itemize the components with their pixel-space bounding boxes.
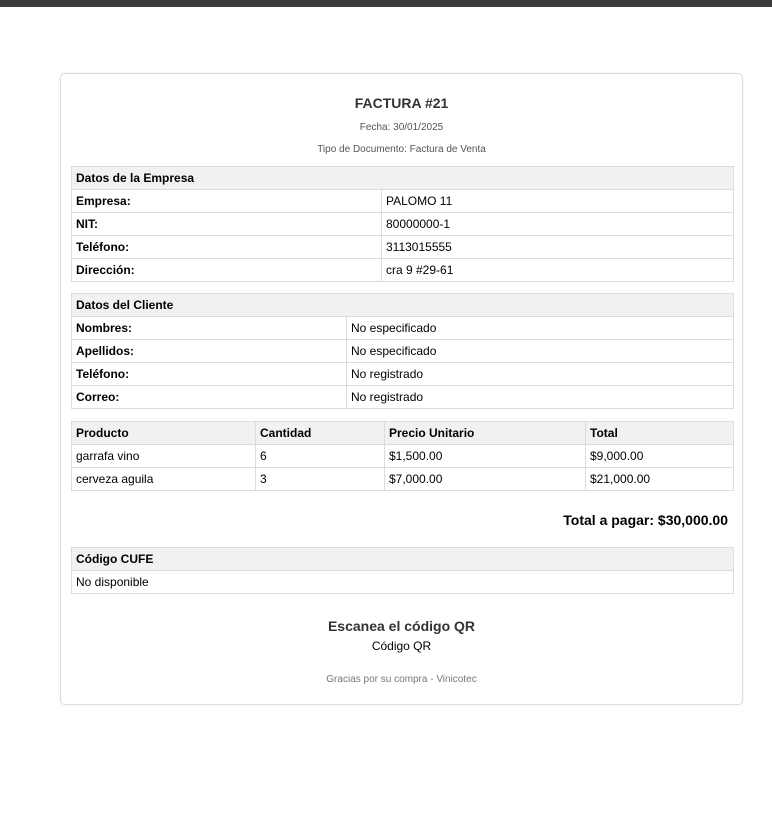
table-row <box>72 213 734 236</box>
products-table <box>71 421 734 491</box>
table-row <box>72 340 734 363</box>
table-row <box>72 445 734 468</box>
column-header-precio: Precio Unitario <box>385 422 586 445</box>
client-value: No especificado <box>347 317 734 340</box>
client-table-heading: Datos del Cliente <box>72 294 734 317</box>
table-row <box>72 259 734 282</box>
table-row <box>72 571 734 594</box>
column-header-cantidad: Cantidad <box>256 422 385 445</box>
table-row <box>72 317 734 340</box>
company-value: 80000000-1 <box>382 213 734 236</box>
product-quantity: 3 <box>256 468 385 491</box>
cufe-heading: Código CUFE <box>72 548 734 571</box>
company-value: cra 9 #29-61 <box>382 259 734 282</box>
product-unit-price: $1,500.00 <box>385 445 586 468</box>
column-header-total: Total <box>586 422 734 445</box>
product-name: cerveza aguila <box>72 468 256 491</box>
client-label: Teléfono: <box>72 363 347 386</box>
footer-text: Gracias por su compra - Vinicotec <box>326 674 477 685</box>
client-value: No especificado <box>347 340 734 363</box>
product-quantity: 6 <box>256 445 385 468</box>
company-label: Dirección: <box>72 259 382 282</box>
column-header-producto: Producto <box>72 422 256 445</box>
product-total: $9,000.00 <box>586 445 734 468</box>
product-name: garrafa vino <box>72 445 256 468</box>
product-total: $21,000.00 <box>586 468 734 491</box>
invoice-title: FACTURA #21 <box>354 95 449 111</box>
invoice-card <box>60 73 743 705</box>
company-label: NIT: <box>72 213 382 236</box>
cufe-value: No disponible <box>72 571 734 594</box>
table-row <box>72 363 734 386</box>
cufe-table <box>71 547 734 594</box>
table-row <box>72 468 734 491</box>
total-to-pay: Total a pagar: $30,000.00 <box>563 512 728 528</box>
company-table <box>71 166 734 282</box>
client-label: Apellidos: <box>72 340 347 363</box>
document-type: Tipo de Documento: Factura de Venta <box>317 144 486 155</box>
table-row <box>72 236 734 259</box>
company-value: 3113015555 <box>382 236 734 259</box>
client-value: No registrado <box>347 363 734 386</box>
table-row <box>72 190 734 213</box>
client-label: Nombres: <box>72 317 347 340</box>
browser-top-bar <box>0 0 772 7</box>
invoice-date: Fecha: 30/01/2025 <box>359 122 444 133</box>
qr-title: Escanea el código QR <box>327 618 476 634</box>
client-label: Correo: <box>72 386 347 409</box>
qr-code-placeholder: Código QR <box>371 639 432 653</box>
table-row <box>72 386 734 409</box>
company-value: PALOMO 11 <box>382 190 734 213</box>
company-label: Empresa: <box>72 190 382 213</box>
company-table-heading: Datos de la Empresa <box>72 167 734 190</box>
client-table <box>71 293 734 409</box>
client-value: No registrado <box>347 386 734 409</box>
company-label: Teléfono: <box>72 236 382 259</box>
product-unit-price: $7,000.00 <box>385 468 586 491</box>
